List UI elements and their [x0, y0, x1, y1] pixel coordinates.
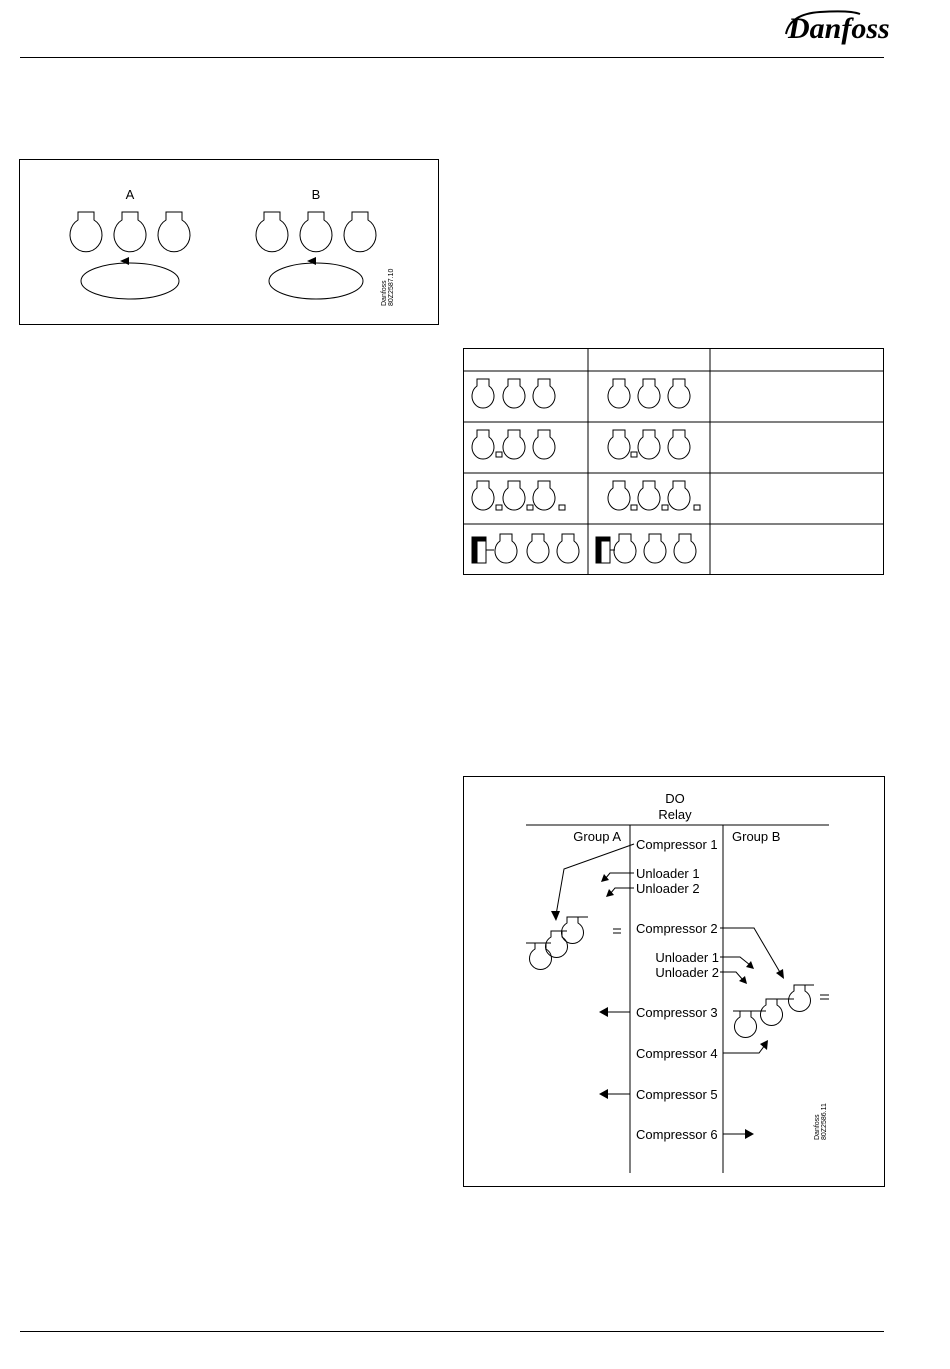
unloader-icon	[631, 452, 637, 457]
compressor-icon	[608, 379, 630, 408]
relay-compressor-3: Compressor 3	[636, 1005, 718, 1020]
unloader-icon	[662, 505, 668, 510]
figure-compressor-groups-drawing	[20, 160, 440, 326]
compressor-icon	[644, 534, 666, 563]
relay-compressor-2: Compressor 2	[636, 921, 718, 936]
compressor-icon	[557, 534, 579, 563]
configuration-table	[463, 348, 884, 575]
compressor-icon	[114, 212, 146, 252]
table-row	[472, 481, 700, 510]
group-b-compressor-stack	[733, 985, 829, 1038]
cycle-arrow-icon	[307, 257, 316, 265]
do-title: DO	[665, 791, 685, 806]
compressor-icon	[530, 943, 552, 970]
group-b-compressors	[256, 212, 376, 299]
arrow-icon	[745, 1129, 754, 1139]
compressor-icon	[527, 534, 549, 563]
arrow-icon	[760, 1040, 768, 1050]
compressor-icon	[789, 985, 811, 1012]
footer-rule	[20, 1331, 884, 1332]
cycle-ellipse	[269, 263, 363, 299]
arrow-icon	[776, 969, 784, 979]
relay-unloader-2a: Unloader 2	[636, 881, 700, 896]
compressor-icon	[533, 481, 555, 510]
compressor-icon	[256, 212, 288, 252]
unloader-icon	[527, 505, 533, 510]
configuration-table-drawing	[463, 348, 884, 575]
compressor-icon	[503, 379, 525, 408]
figure-code-line1: Danfoss	[814, 1114, 821, 1140]
relay-compressor-1: Compressor 1	[636, 837, 718, 852]
compressor-icon	[638, 430, 660, 459]
compressor-icon	[158, 212, 190, 252]
unloader-icon	[496, 452, 502, 457]
compressor-icon	[668, 481, 690, 510]
figure-code-line2: 80Z2586.11	[821, 1103, 828, 1140]
danfoss-logo	[780, 4, 890, 46]
compressor-icon	[70, 212, 102, 252]
compressor-icon	[472, 379, 494, 408]
compressor-icon	[503, 430, 525, 459]
relay-unloader-2b: Unloader 2	[655, 965, 719, 980]
compressor-icon	[546, 931, 568, 958]
compressor-icon	[472, 481, 494, 510]
arrow-icon	[599, 1089, 608, 1099]
compressor-icon	[614, 534, 636, 563]
figure-compressor-groups	[19, 159, 439, 325]
compressor-icon	[503, 481, 525, 510]
compressor-icon	[495, 534, 517, 563]
compressor-icon	[674, 534, 696, 563]
group-a-compressor-stack	[526, 917, 621, 970]
table-row	[472, 379, 690, 408]
relay-compressor-5: Compressor 5	[636, 1087, 718, 1102]
relay-unloader-1b: Unloader 1	[655, 950, 719, 965]
compressor-icon	[608, 430, 630, 459]
relay-title: Relay	[658, 807, 692, 822]
unloader-icon	[496, 505, 502, 510]
logo-text: Danfoss	[788, 12, 890, 45]
compressor-icon	[344, 212, 376, 252]
relay-compressor-6: Compressor 6	[636, 1127, 718, 1142]
relay-compressor-4: Compressor 4	[636, 1046, 718, 1061]
compressor-icon	[668, 379, 690, 408]
cycle-arrow-icon	[120, 257, 129, 265]
compressor-icon	[638, 379, 660, 408]
compressor-icon	[761, 999, 783, 1026]
group-a-heading: Group A	[573, 829, 621, 844]
group-b-label: B	[311, 187, 321, 202]
compressor-icon	[472, 430, 494, 459]
figure-code-line1: Danfoss	[381, 280, 388, 306]
table-row	[472, 430, 690, 459]
figure-do-relay	[463, 776, 885, 1187]
compressor-icon	[608, 481, 630, 510]
compressor-icon	[735, 1011, 757, 1038]
table-row	[472, 534, 696, 563]
cycle-ellipse	[81, 263, 179, 299]
figure-do-relay-drawing	[464, 777, 886, 1188]
group-b-heading: Group B	[732, 829, 781, 844]
compressor-icon	[638, 481, 660, 510]
unloader-icon	[559, 505, 565, 510]
header-rule	[20, 57, 884, 58]
figure-code-line2: 80Z2587.10	[388, 268, 395, 306]
compressor-icon	[533, 379, 555, 408]
arrow-icon	[599, 1007, 608, 1017]
compressor-icon	[300, 212, 332, 252]
group-a-label: A	[125, 187, 135, 202]
unloader-icon	[694, 505, 700, 510]
relay-unloader-1a: Unloader 1	[636, 866, 700, 881]
compressor-icon	[533, 430, 555, 459]
arrow-icon	[551, 911, 560, 921]
group-a-compressors	[70, 212, 190, 299]
unloader-icon	[631, 505, 637, 510]
compressor-icon	[668, 430, 690, 459]
